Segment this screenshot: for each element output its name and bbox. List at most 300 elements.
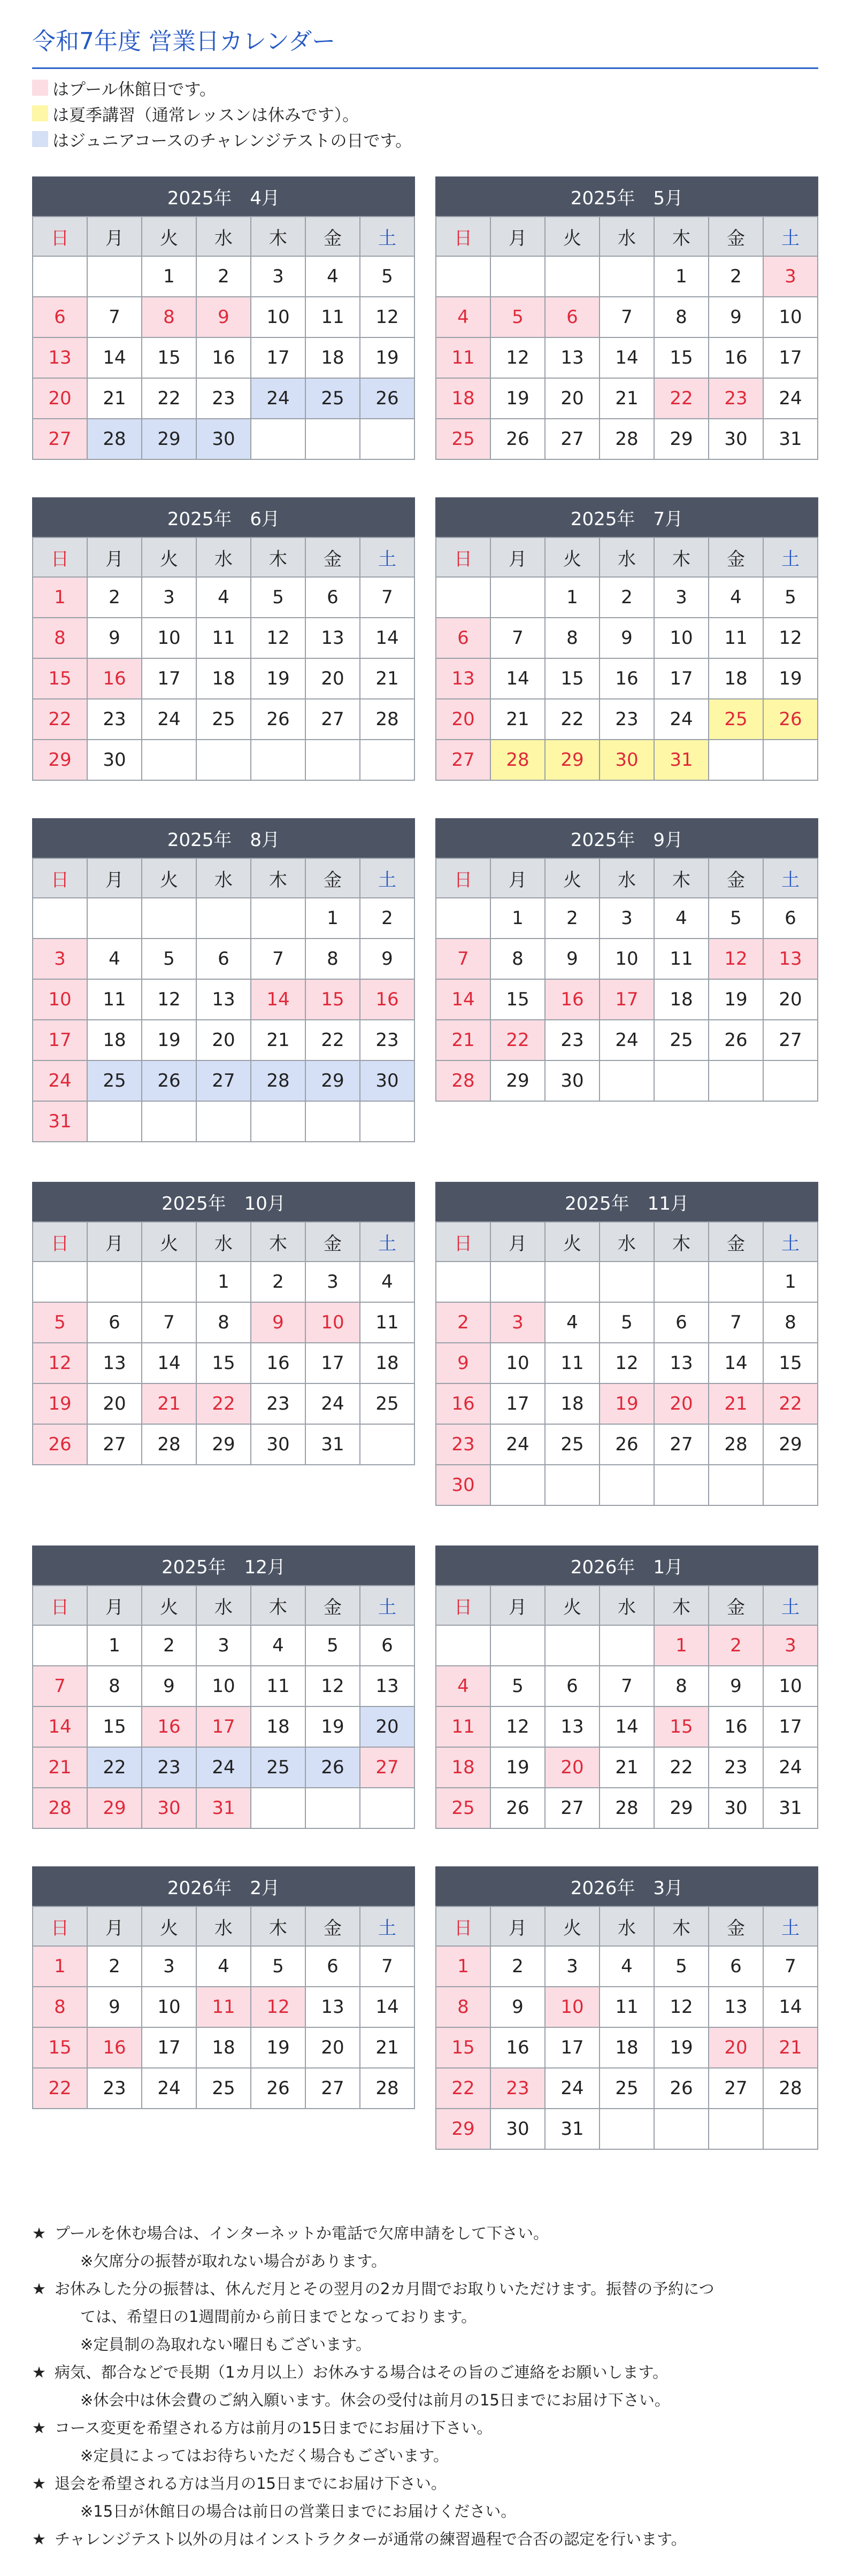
day-cell: 29 [142,419,197,460]
day-cell: 26 [33,1425,88,1465]
day-cell: 12 [251,618,306,659]
month-header [32,1182,415,1221]
day-cell: 6 [655,1303,709,1343]
day-cell: 22 [655,1748,709,1788]
day-cell: 12 [491,1707,546,1748]
day-cell: 8 [33,618,88,659]
day-cell: 28 [360,2069,415,2109]
day-cell: 11 [360,1303,415,1343]
month-grid [32,216,415,460]
weekday-header: 月 [491,1907,546,1947]
day-cell: 5 [306,1626,360,1666]
day-cell: 5 [251,578,306,618]
day-cell: 20 [546,379,600,419]
note-item [32,2414,818,2442]
day-cell: 13 [655,1343,709,1384]
day-cell: 7 [88,297,142,338]
day-cell: 19 [306,1707,360,1748]
day-cell: 14 [600,338,655,379]
weekday-header: 火 [546,538,600,578]
day-cell: 5 [360,257,415,297]
empty-cell [546,257,600,297]
day-cell: 29 [655,1788,709,1829]
day-cell: 30 [709,1788,764,1829]
empty-cell [88,898,142,939]
day-cell: 12 [142,980,197,1020]
weekday-header: 木 [655,1907,709,1947]
day-cell: 27 [197,1061,251,1102]
weekday-header: 日 [436,1907,491,1947]
day-cell: 15 [655,1707,709,1748]
day-cell: 26 [600,1425,655,1465]
day-cell: 31 [764,419,818,460]
day-cell: 17 [197,1707,251,1748]
day-cell: 12 [709,939,764,980]
weekday-header: 火 [546,1586,600,1626]
weekday-header: 日 [33,538,88,578]
note-text: コース変更を希望される方は前月の15日までにお届け下さい。 [55,2419,493,2437]
empty-cell [764,740,818,781]
day-cell: 22 [764,1384,818,1425]
day-cell: 1 [546,578,600,618]
day-cell: 25 [197,2069,251,2109]
day-cell: 5 [33,1303,88,1343]
weekday-header: 月 [88,1222,142,1262]
weekday-header: 金 [306,1586,360,1626]
day-cell: 13 [306,618,360,659]
legend-item [32,126,412,152]
weekday-header: 日 [436,217,491,257]
day-cell: 3 [764,1626,818,1666]
empty-cell [655,1061,709,1102]
day-cell: 12 [306,1666,360,1707]
day-cell: 10 [491,1343,546,1384]
weekday-header: 水 [600,1907,655,1947]
day-cell: 6 [546,1666,600,1707]
day-cell: 14 [764,1987,818,2028]
day-cell: 22 [491,1020,546,1061]
legend-swatch [32,105,48,121]
weekday-header: 土 [764,859,818,898]
day-cell: 20 [655,1384,709,1425]
day-cell: 1 [491,898,546,939]
empty-cell [33,898,88,939]
empty-cell [251,740,306,781]
empty-cell [491,1262,546,1303]
day-cell: 23 [360,1020,415,1061]
weekday-header: 月 [491,1222,546,1262]
day-cell: 29 [197,1425,251,1465]
day-cell: 18 [88,1020,142,1061]
day-cell: 14 [436,980,491,1020]
day-cell: 5 [491,297,546,338]
day-cell: 24 [491,1425,546,1465]
note-text: チャレンジテスト以外の月はインストラクターが通常の練習過程で合否の認定を行います。 [55,2530,687,2548]
day-cell: 27 [33,419,88,460]
day-cell: 19 [491,379,546,419]
day-cell: 15 [142,338,197,379]
day-cell: 13 [546,338,600,379]
day-cell: 16 [251,1343,306,1384]
day-cell: 18 [546,1384,600,1425]
day-cell: 14 [88,338,142,379]
weekday-header: 木 [655,859,709,898]
day-cell: 10 [33,980,88,1020]
day-cell: 30 [142,1788,197,1829]
empty-cell [142,898,197,939]
day-cell: 31 [546,2109,600,2150]
weekday-header: 水 [600,859,655,898]
day-cell: 24 [655,699,709,740]
weekday-header: 土 [764,1907,818,1947]
day-cell: 28 [491,740,546,781]
day-cell: 4 [436,297,491,338]
day-cell: 3 [764,257,818,297]
day-cell: 3 [251,257,306,297]
day-cell: 12 [655,1987,709,2028]
day-cell: 11 [655,939,709,980]
day-cell: 22 [655,379,709,419]
weekday-header: 金 [709,1907,764,1947]
day-cell: 8 [655,297,709,338]
day-cell: 15 [33,659,88,699]
day-cell: 17 [306,1343,360,1384]
month-label: 2025年 5月 [570,187,683,209]
day-cell: 6 [306,1947,360,1987]
day-cell: 11 [600,1987,655,2028]
month-header [435,1545,818,1585]
day-cell: 22 [197,1384,251,1425]
legend-item [32,75,412,101]
day-cell: 13 [360,1666,415,1707]
day-cell: 9 [142,1666,197,1707]
day-cell: 23 [491,2069,546,2109]
day-cell: 4 [306,257,360,297]
day-cell: 25 [709,699,764,740]
day-cell: 2 [88,578,142,618]
day-cell: 28 [88,419,142,460]
month-calendar [435,1866,818,2150]
day-cell: 14 [33,1707,88,1748]
day-cell: 24 [306,1384,360,1425]
day-cell: 9 [88,1987,142,2028]
empty-cell [436,257,491,297]
day-cell: 24 [600,1020,655,1061]
month-calendar [32,1866,415,2109]
month-header [32,1545,415,1585]
month-label: 2025年 10月 [162,1193,286,1214]
legend-swatch [32,80,48,96]
day-cell: 4 [436,1666,491,1707]
empty-cell [360,740,415,781]
day-cell: 3 [142,578,197,618]
day-cell: 12 [764,618,818,659]
weekday-header: 木 [251,1222,306,1262]
day-cell: 8 [197,1303,251,1343]
day-cell: 20 [88,1384,142,1425]
day-cell: 1 [88,1626,142,1666]
day-cell: 10 [142,618,197,659]
weekday-header: 土 [764,1222,818,1262]
weekday-header: 土 [360,1586,415,1626]
day-cell: 10 [655,618,709,659]
weekday-header: 水 [600,217,655,257]
day-cell: 19 [360,338,415,379]
day-cell: 15 [546,659,600,699]
weekday-header: 土 [360,538,415,578]
day-cell: 21 [764,2028,818,2069]
day-cell: 1 [33,578,88,618]
day-cell: 29 [88,1788,142,1829]
day-cell: 24 [764,379,818,419]
day-cell: 21 [251,1020,306,1061]
day-cell: 11 [709,618,764,659]
day-cell: 21 [600,379,655,419]
empty-cell [88,1102,142,1142]
empty-cell [436,1262,491,1303]
day-cell: 20 [306,2028,360,2069]
day-cell: 19 [709,980,764,1020]
weekday-header: 日 [33,217,88,257]
day-cell: 27 [655,1425,709,1465]
day-cell: 24 [546,2069,600,2109]
day-cell: 17 [33,1020,88,1061]
month-header [32,497,415,537]
day-cell: 13 [436,659,491,699]
day-cell: 7 [491,618,546,659]
day-cell: 18 [360,1343,415,1384]
day-cell: 10 [764,1666,818,1707]
day-cell: 13 [306,1987,360,2028]
month-calendar [435,818,818,1102]
weekday-header: 日 [436,1586,491,1626]
note-subtext: ※欠席分の振替が取れない場合があります。 [80,2252,387,2270]
note-item [32,2470,818,2497]
day-cell: 16 [709,1707,764,1748]
star-icon: ★ [32,2224,46,2242]
empty-cell [33,1626,88,1666]
day-cell: 15 [33,2028,88,2069]
note-text: 病気、都合などで長期（1カ月以上）お休みする場合はその旨のご連絡をお願いします。 [55,2363,669,2381]
day-cell: 7 [600,1666,655,1707]
month-label: 2025年 11月 [565,1193,689,1214]
weekday-header: 火 [142,1222,197,1262]
day-cell: 18 [306,338,360,379]
day-cell: 11 [306,297,360,338]
day-cell: 18 [436,1748,491,1788]
day-cell: 7 [360,578,415,618]
day-cell: 17 [546,2028,600,2069]
day-cell: 12 [360,297,415,338]
day-cell: 12 [491,338,546,379]
month-label: 2025年 9月 [570,829,683,851]
note-item [32,2219,818,2247]
day-cell: 19 [33,1384,88,1425]
empty-cell [491,1626,546,1666]
month-label: 2025年 7月 [570,508,683,530]
day-cell: 26 [142,1061,197,1102]
day-cell: 29 [764,1425,818,1465]
day-cell: 2 [709,257,764,297]
day-cell: 11 [546,1343,600,1384]
day-cell: 27 [764,1020,818,1061]
month-grid [435,1585,818,1829]
month-header [435,1182,818,1221]
day-cell: 11 [436,1707,491,1748]
note-text: プールを休む場合は、インターネットか電話で欠席申請をして下さい。 [55,2224,549,2242]
empty-cell [600,2109,655,2150]
day-cell: 26 [306,1748,360,1788]
day-cell: 1 [764,1262,818,1303]
day-cell: 22 [33,2069,88,2109]
month-label: 2025年 4月 [167,187,280,209]
day-cell: 23 [142,1748,197,1788]
month-calendar [32,1545,415,1829]
day-cell: 27 [306,2069,360,2109]
weekday-header: 木 [251,859,306,898]
notes [32,2219,818,2553]
day-cell: 8 [142,297,197,338]
day-cell: 19 [655,2028,709,2069]
day-cell: 5 [600,1303,655,1343]
day-cell: 16 [360,980,415,1020]
day-cell: 1 [142,257,197,297]
day-cell: 14 [360,618,415,659]
empty-cell [709,1262,764,1303]
day-cell: 9 [600,618,655,659]
day-cell: 27 [436,740,491,781]
day-cell: 31 [33,1102,88,1142]
day-cell: 23 [251,1384,306,1425]
empty-cell [251,898,306,939]
day-cell: 24 [764,1748,818,1788]
day-cell: 29 [306,1061,360,1102]
day-cell: 14 [709,1343,764,1384]
weekday-header: 土 [360,1907,415,1947]
day-cell: 31 [306,1425,360,1465]
weekday-header: 金 [709,217,764,257]
day-cell: 23 [197,379,251,419]
day-cell: 20 [709,2028,764,2069]
month-calendar [435,176,818,460]
day-cell: 2 [251,1262,306,1303]
weekday-header: 水 [197,1222,251,1262]
month-calendar [435,1545,818,1829]
star-icon: ★ [32,2363,46,2381]
day-cell: 20 [546,1748,600,1788]
weekday-header: 土 [764,538,818,578]
weekday-header: 月 [491,859,546,898]
day-cell: 6 [306,578,360,618]
day-cell: 14 [491,659,546,699]
day-cell: 19 [600,1384,655,1425]
month-header [32,1866,415,1906]
day-cell: 13 [88,1343,142,1384]
day-cell: 22 [306,1020,360,1061]
weekday-header: 火 [546,859,600,898]
weekday-header: 月 [88,859,142,898]
day-cell: 30 [436,1465,491,1506]
month-grid [32,858,415,1142]
day-cell: 28 [600,1788,655,1829]
empty-cell [655,2109,709,2150]
weekday-header: 木 [655,1222,709,1262]
note-item [32,2358,818,2386]
day-cell: 16 [436,1384,491,1425]
day-cell: 4 [197,578,251,618]
day-cell: 25 [600,2069,655,2109]
day-cell: 29 [436,2109,491,2150]
weekday-header: 火 [142,1586,197,1626]
day-cell: 27 [546,419,600,460]
day-cell: 6 [33,297,88,338]
day-cell: 20 [197,1020,251,1061]
weekday-header: 木 [251,217,306,257]
day-cell: 11 [88,980,142,1020]
day-cell: 30 [600,740,655,781]
day-cell: 13 [197,980,251,1020]
day-cell: 29 [655,419,709,460]
day-cell: 16 [709,338,764,379]
day-cell: 26 [709,1020,764,1061]
day-cell: 10 [251,297,306,338]
day-cell: 22 [436,2069,491,2109]
day-cell: 18 [655,980,709,1020]
day-cell: 11 [197,618,251,659]
month-header [435,1866,818,1906]
day-cell: 16 [491,2028,546,2069]
empty-cell [764,2109,818,2150]
empty-cell [709,1465,764,1506]
day-cell: 27 [306,699,360,740]
day-cell: 19 [251,659,306,699]
day-cell: 22 [546,699,600,740]
day-cell: 26 [764,699,818,740]
empty-cell [546,1465,600,1506]
day-cell: 7 [33,1666,88,1707]
day-cell: 9 [546,939,600,980]
day-cell: 1 [655,1626,709,1666]
weekday-header: 月 [491,217,546,257]
empty-cell [306,419,360,460]
empty-cell [360,1788,415,1829]
day-cell: 7 [709,1303,764,1343]
day-cell: 31 [764,1788,818,1829]
day-cell: 17 [491,1384,546,1425]
day-cell: 24 [33,1061,88,1102]
weekday-header: 金 [709,859,764,898]
weekday-header: 月 [491,538,546,578]
weekday-header: 金 [709,1222,764,1262]
day-cell: 1 [33,1947,88,1987]
note-item [32,2275,818,2303]
empty-cell [197,740,251,781]
day-cell: 22 [88,1748,142,1788]
day-cell: 30 [251,1425,306,1465]
day-cell: 4 [360,1262,415,1303]
day-cell: 15 [436,2028,491,2069]
day-cell: 17 [600,980,655,1020]
day-cell: 23 [88,2069,142,2109]
day-cell: 8 [436,1987,491,2028]
note-subtext: ※休会中は休会費のご納入願います。休会の受付は前月の15日までにお届け下さい。 [80,2391,670,2409]
month-grid [32,1906,415,2109]
month-header [32,818,415,858]
empty-cell [709,740,764,781]
day-cell: 16 [88,2028,142,2069]
day-cell: 2 [600,578,655,618]
day-cell: 30 [491,2109,546,2150]
